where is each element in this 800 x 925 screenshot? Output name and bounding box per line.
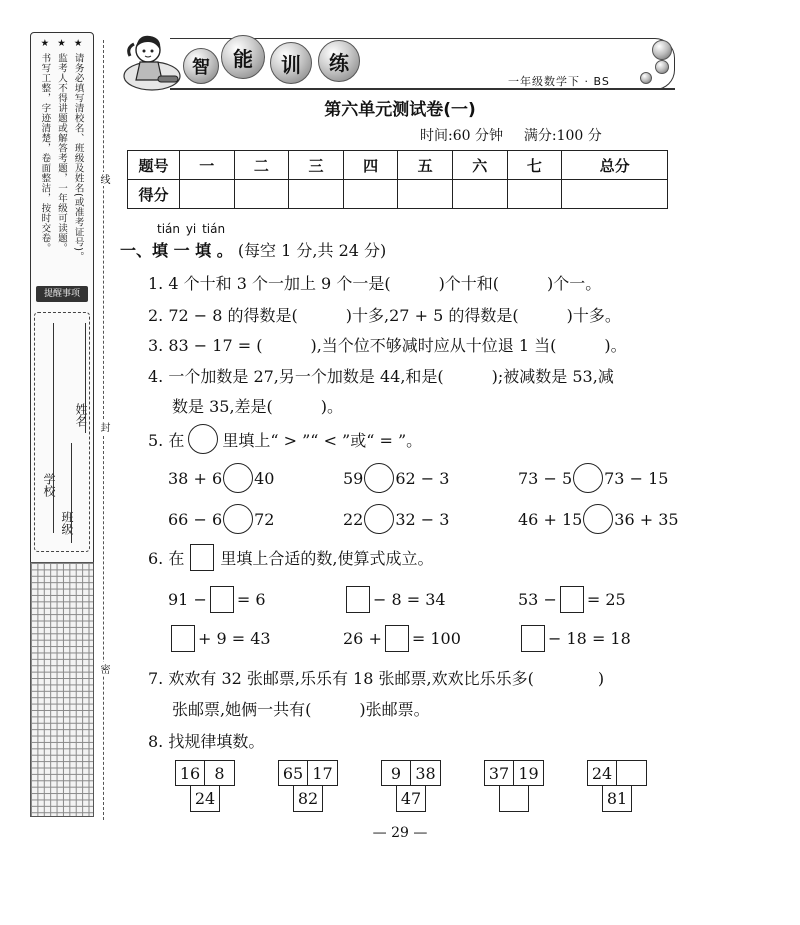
fill-item [518,625,631,652]
school-field[interactable] [53,323,54,533]
fill-item [168,625,271,652]
pattern-box [175,760,235,812]
table-header-cell: 七 [507,151,562,180]
table-header-cell: 五 [398,151,453,180]
cut-label: 密 [98,664,109,674]
table-header-cell: 总分 [562,151,668,180]
subject-label: 一年级数学下 · BS [508,75,610,88]
banner-char: 智 [183,48,219,84]
pattern-cell: 17 [308,760,338,786]
table-row [128,151,668,180]
fill-box[interactable] [171,625,195,652]
pattern-box [381,760,441,812]
exam-title: 第六单元测试卷(一) [324,100,476,120]
section-heading [120,238,386,261]
fill-item [168,586,266,613]
decor-bubble-icon [655,60,669,74]
compare-left: 46 + 15 [518,509,583,529]
q5-prefix: 5. 在 [148,430,185,450]
question-3: 3. 83 − 17 = ( ),当个位不够减时应从十位退 1 当( )。 [148,336,627,355]
question-7-cont: 张邮票,她俩一共有( )张邮票。 [172,700,430,719]
question-5 [148,424,422,454]
exam-note: ★ 请务必填写清校名、班级及姓名(或准考证号)。 [72,38,84,262]
table-header-cell: 一 [180,151,235,180]
pattern-result: 47 [396,786,426,812]
pattern-box [587,760,647,812]
pattern-result: 81 [602,786,632,812]
pattern-cell: 24 [587,760,617,786]
fill-item [343,586,446,613]
pattern-cell: 9 [381,760,411,786]
fill-box[interactable] [560,586,584,613]
pattern-cell: 19 [514,760,544,786]
fill-before: 91 − [168,590,207,609]
exam-full-score: 满分:100 分 [523,128,602,144]
square-box-icon [190,544,214,571]
fill-before: 53 − [518,590,557,609]
score-table [127,150,668,209]
class-label: 班级 [60,511,74,535]
question-2: 2. 72 − 8 的得数是( )十多,27 + 5 的得数是( )十多。 [148,306,621,325]
pattern-answer[interactable] [617,760,647,786]
cut-label: 线 [98,174,109,184]
compare-circle[interactable] [364,504,394,534]
pattern-box [278,760,338,812]
fill-before: 26 + [343,629,382,648]
pattern-cell: 8 [205,760,235,786]
fill-item [343,625,461,652]
pattern-cell: 37 [484,760,514,786]
exam-time: 时间:60 分钟 [420,128,503,144]
compare-right: 73 − 15 [604,468,669,488]
scratch-grid [30,562,94,817]
compare-right: 40 [254,468,275,488]
pattern-cell: 38 [411,760,441,786]
compare-item [168,463,274,493]
question-6 [148,544,433,571]
table-header-cell: 二 [234,151,289,180]
table-header-cell: 三 [289,151,344,180]
banner-char: 能 [221,35,265,79]
question-1: 1. 4 个十和 3 个一加上 9 个一是( )个十和( )个一。 [148,274,602,293]
score-cell[interactable] [289,180,344,209]
school-label: 学校 [42,473,56,497]
compare-item [518,504,679,534]
exam-notes [36,38,86,283]
banner-char: 练 [318,40,360,82]
compare-item [168,504,274,534]
fill-box[interactable] [346,586,370,613]
score-cell[interactable] [234,180,289,209]
compare-circle[interactable] [583,504,613,534]
q6-prefix: 6. 在 [148,549,185,568]
question-8: 8. 找规律填数。 [148,732,265,751]
class-field[interactable] [71,443,72,543]
fill-after: = 25 [586,590,626,609]
fill-after: − 18 = 18 [548,629,631,648]
cut-label: 封 [98,422,109,432]
fill-box[interactable] [385,625,409,652]
section-title: 一、填 一 填 。 [120,241,233,260]
compare-left: 38 + 6 [168,468,223,488]
exam-note: ★ 书写工整，字迹清楚，卷面整洁，按时交卷。 [39,38,51,254]
compare-item [343,504,449,534]
compare-left: 73 − 5 [518,468,573,488]
pattern-result: 82 [293,786,323,812]
pattern-answer[interactable] [499,786,529,812]
score-cell[interactable] [452,180,507,209]
score-cell[interactable] [398,180,453,209]
q6-suffix: 里填上合适的数,使算式成立。 [220,549,434,568]
decor-bubble-icon [652,40,672,60]
decor-bubble-icon [640,72,652,84]
table-row [128,180,668,209]
fill-after: = 6 [236,590,266,609]
score-cell[interactable] [562,180,668,209]
fill-after: + 9 = 43 [198,629,271,648]
banner-char: 训 [270,42,312,84]
question-4: 4. 一个加数是 27,另一个加数是 44,和是( );被减数是 53,减 [148,367,614,386]
name-field[interactable] [85,323,86,433]
compare-left: 66 − 6 [168,509,223,529]
fill-box[interactable] [521,625,545,652]
name-label: 姓名 [74,403,88,427]
fill-after: − 8 = 34 [373,590,446,609]
compare-right: 36 + 35 [614,509,679,529]
exam-note: ★ 监考人不得讲题或解答考题，一年级可读题。 [55,38,67,254]
pattern-box [484,760,544,812]
exam-timing [420,125,602,145]
compare-right: 32 − 3 [395,509,450,529]
compare-right: 62 − 3 [395,468,450,488]
girl-illustration-icon [118,30,188,94]
compare-right: 72 [254,509,275,529]
compare-left: 59 [343,468,364,488]
question-7: 7. 欢欢有 32 张邮票,乐乐有 18 张邮票,欢欢比乐乐多( ) [148,669,605,688]
compare-left: 22 [343,509,364,529]
circle-icon [188,424,218,454]
compare-circle[interactable] [223,504,253,534]
score-cell[interactable] [180,180,235,209]
pattern-result: 24 [190,786,220,812]
compare-circle[interactable] [223,463,253,493]
compare-item [343,463,449,493]
table-header-cell: 题号 [128,151,180,180]
notes-badge: 提醒事项 [36,286,88,302]
table-row-label: 得分 [128,180,180,209]
table-header-cell: 六 [452,151,507,180]
pattern-cell: 16 [175,760,205,786]
score-cell[interactable] [507,180,562,209]
q5-suffix: 里填上“ > ”“ < ”或“ = ”。 [222,430,423,450]
fill-item [518,586,626,613]
student-info-box [34,312,90,552]
question-4-cont: 数是 35,差是( )。 [172,397,344,416]
table-header-cell: 四 [343,151,398,180]
page-number: — 29 — [372,825,428,841]
fill-box[interactable] [210,586,234,613]
pattern-cell: 65 [278,760,308,786]
section-points: (每空 1 分,共 24 分) [237,241,387,260]
compare-item [518,463,668,493]
fill-after: = 100 [411,629,461,648]
compare-circle[interactable] [573,463,603,493]
score-cell[interactable] [343,180,398,209]
section-pinyin: tián yi tián [157,222,226,236]
compare-circle[interactable] [364,463,394,493]
